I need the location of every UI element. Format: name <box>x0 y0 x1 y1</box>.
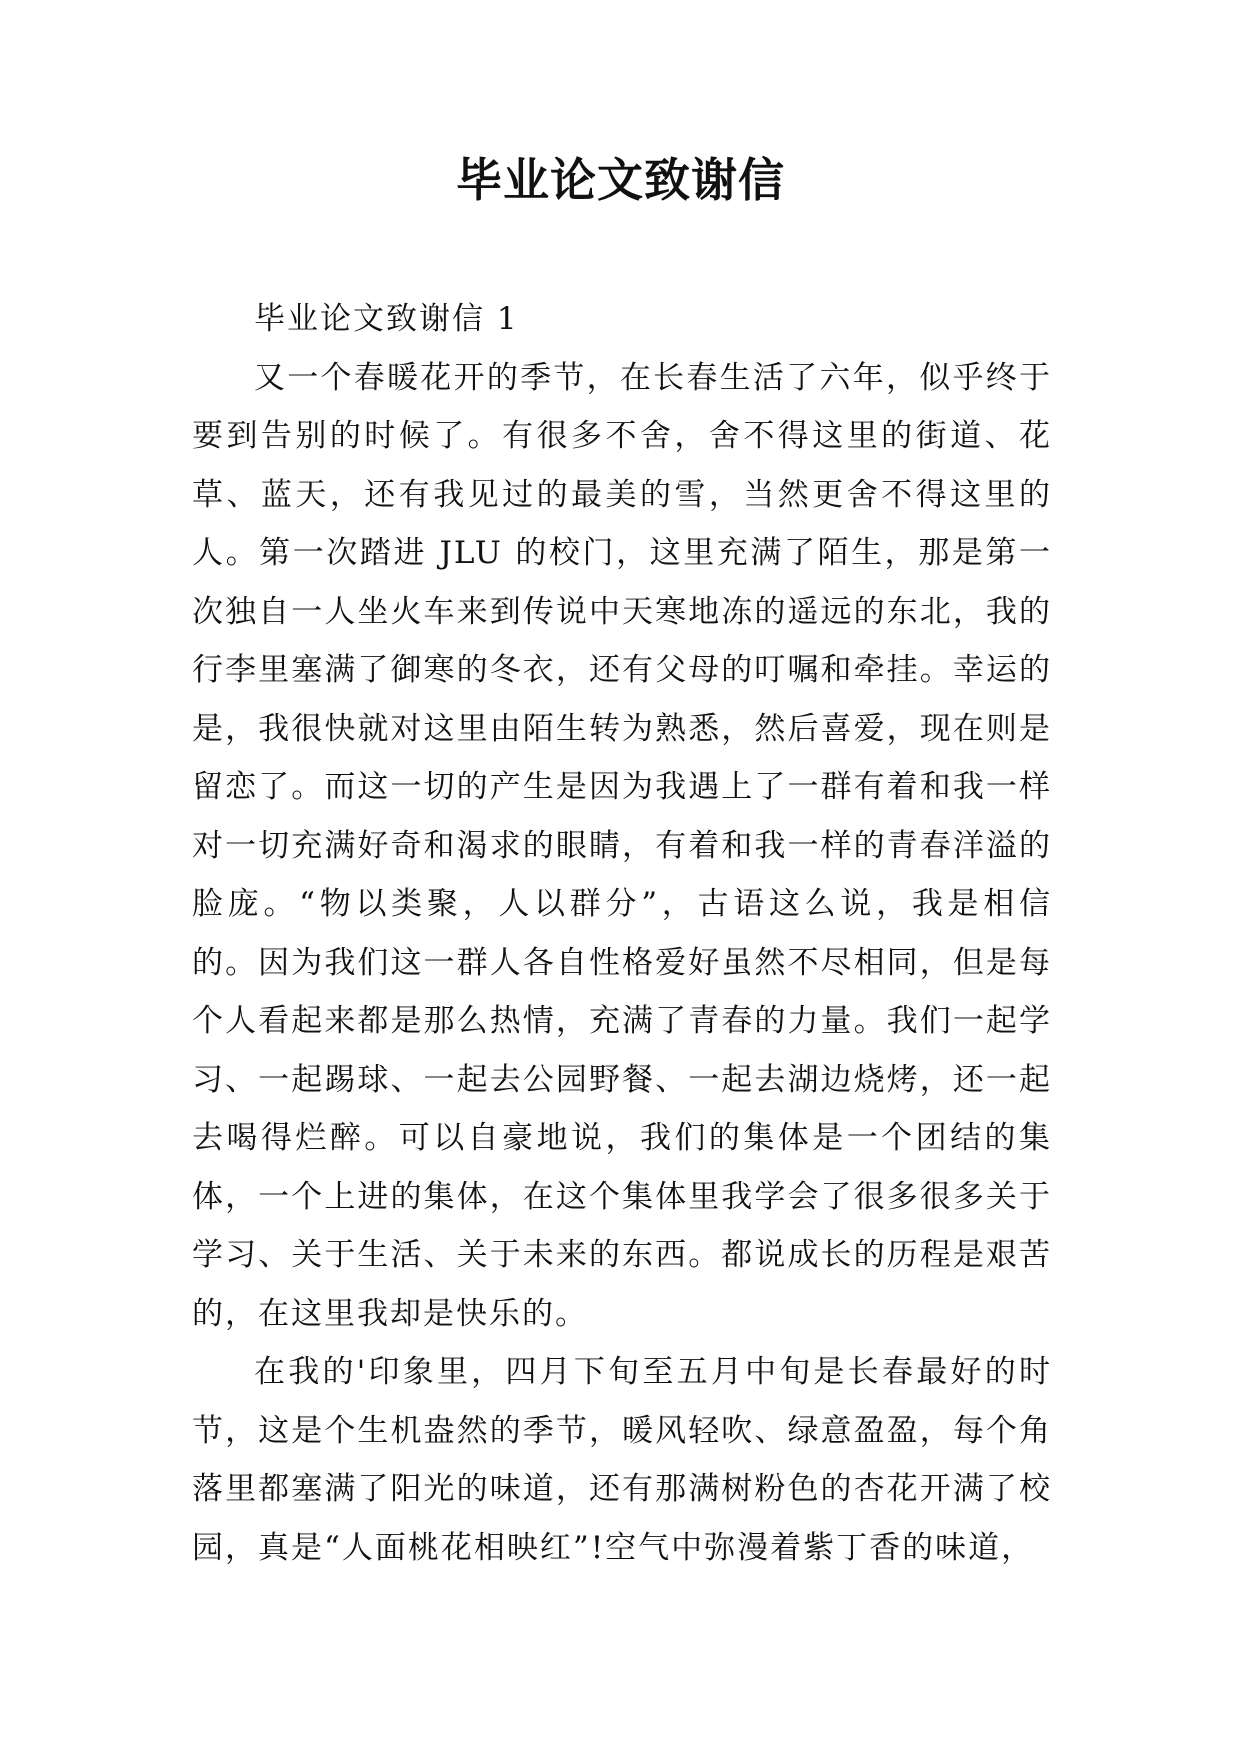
section-heading: 毕业论文致谢信 1 <box>254 301 519 337</box>
paragraph-1: 又一个春暖花开的季节，在长春生活了六年，似乎终于要到告别的时候了。有很多不舍，舍不得这里的街道、花草、蓝天，还有我见过的最美的雪，当然更舍不得这里的人。第一次踏进 JLU 的校门，这里充满了陌生，那是第一次独自一人坐火车来到传说中天寒地冻的遥远的东北，我的行李里塞满了御寒的冬衣，还有父母的叮嘱和牵挂。幸运的是，我很快就对这里由陌生转为熟悉，然后喜爱，现在则是留恋了。而这一切的产生是因为我遇上了一群有着和我一样对一切充满好奇和渴求的眼睛，有着和我一样的青春洋溢的脸庞。“物以类聚，人以群分”，古语这么说，我是相信的。因为我们这一群人各自性格爱好虽然不尽相同，但是每个人看起来都是那么热情，充满了青春的力量。我们一起学习、一起踢球、一起去公园野餐、一起去湖边烧烤，还一起去喝得烂醉。可以自豪地说，我们的集体是一个团结的集体，一个上进的集体，在这个集体里我学会了很多很多关于学习、关于生活、关于未来的东西。都说成长的历程是艰苦的，在这里我却是快乐的。 <box>192 359 1052 1332</box>
document-title: 毕业论文致谢信 <box>456 153 785 207</box>
document-body <box>192 290 1052 1577</box>
paragraph-2: 在我的'印象里，四月下旬至五月中旬是长春最好的时节，这是个生机盎然的季节，暖风轻吹、绿意盈盈，每个角落里都塞满了阳光的味道，还有那满树粉色的杏花开满了校园，真是“人面桃花相映红”!空气中弥漫着紫丁香的味道， <box>192 1354 1052 1566</box>
